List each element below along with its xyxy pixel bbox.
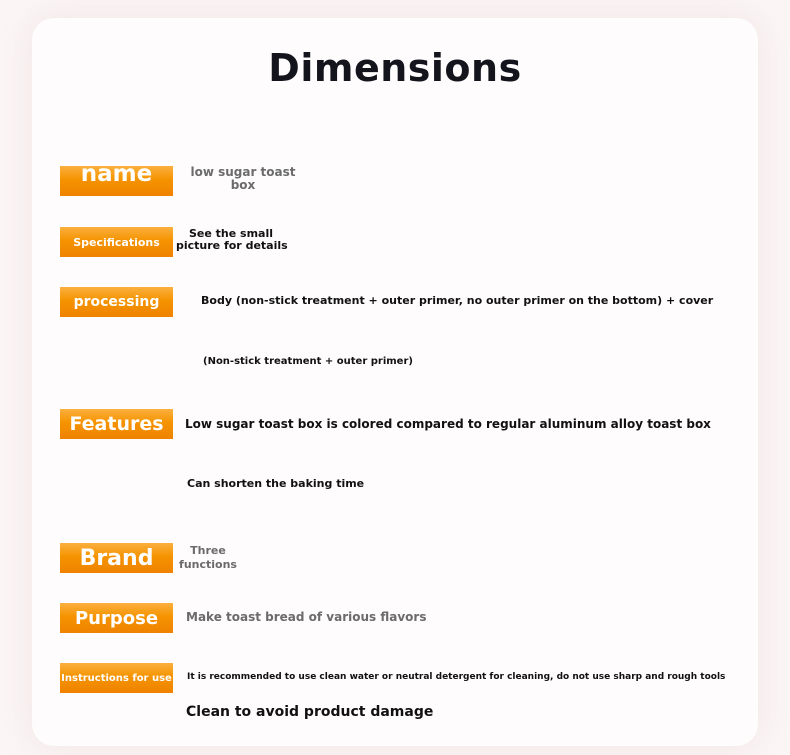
label-instructions [60, 663, 173, 693]
page-title: Dimensions [268, 46, 522, 90]
label-features [60, 409, 173, 439]
value-processing-line2: (Non-stick treatment + outer primer) [203, 356, 413, 367]
label-processing [60, 287, 173, 317]
label-processing-text: processing [73, 294, 160, 310]
value-instructions-line1: It is recommended to use clean water or neutral detergent for cleaning, do not use sharp and rough tools [187, 672, 726, 682]
label-brand [60, 543, 173, 573]
value-specifications [176, 228, 286, 252]
value-name-line1: low sugar toast [190, 165, 296, 179]
label-purpose-text: Purpose [74, 607, 159, 629]
value-features-line2: Can shorten the baking time [187, 477, 365, 490]
value-brand-line1: Three [190, 544, 226, 557]
label-instructions-text: Instructions for use [61, 672, 172, 684]
label-specifications [60, 227, 173, 257]
value-purpose: Make toast bread of various flavors [186, 610, 427, 624]
value-brand-line2: functions [179, 558, 237, 571]
label-specifications-text: Specifications [73, 235, 160, 249]
value-brand [176, 544, 240, 572]
value-specifications-line2: picture for details [176, 239, 288, 252]
value-processing-line1: Body (non-stick treatment + outer primer, no outer primer on the bottom) + cover [201, 294, 714, 307]
value-specifications-line1: See the small [188, 227, 274, 240]
label-purpose [60, 603, 173, 633]
value-features-line1: Low sugar toast box is colored compared to regular aluminum alloy toast box [185, 417, 711, 431]
label-brand-text: Brand [79, 545, 154, 571]
label-name [60, 166, 173, 196]
value-name-line2: box [230, 178, 256, 192]
label-name-text: name [80, 166, 153, 187]
value-instructions-line2: Clean to avoid product damage [186, 704, 434, 720]
label-features-text: Features [69, 413, 164, 435]
content-card [32, 18, 758, 746]
value-name [188, 166, 298, 192]
